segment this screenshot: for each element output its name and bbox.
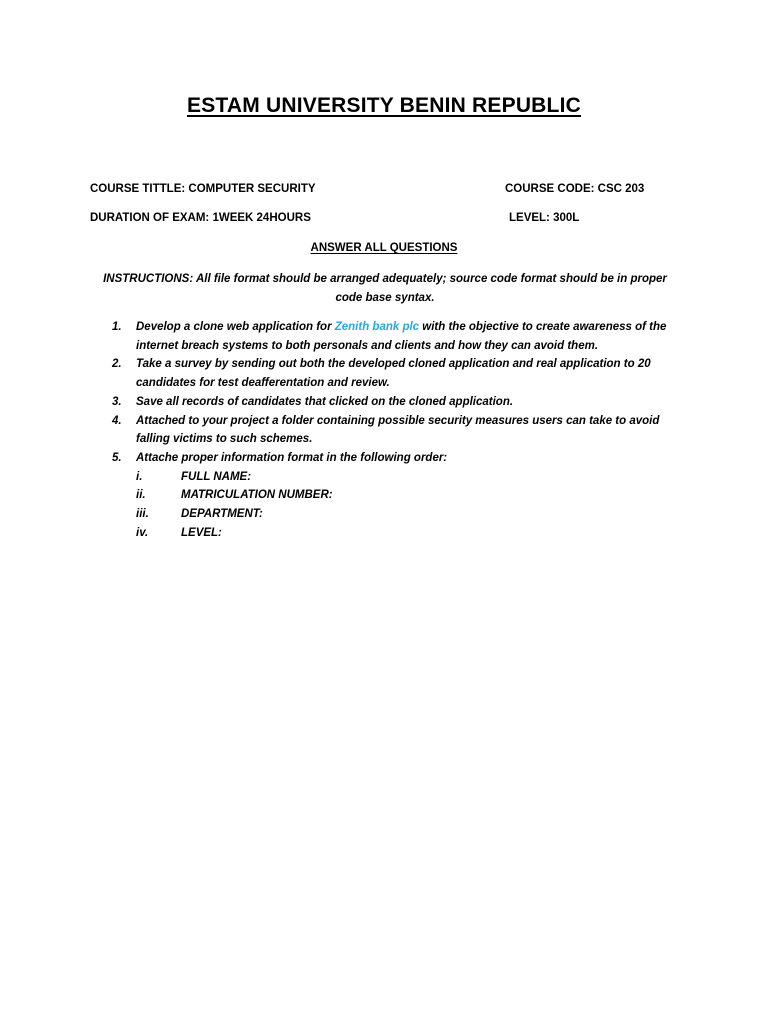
info-item-department	[136, 505, 688, 524]
info-item-label: LEVEL:	[181, 526, 222, 539]
question-list	[108, 318, 688, 542]
answer-all-heading	[0, 242, 768, 254]
question-text-part: with the objective to create awareness of the internet breach systems to both personals and clients and how they can avoid them.	[136, 321, 667, 352]
info-item-label: FULL NAME:	[181, 470, 252, 483]
question-number: 2.	[112, 358, 122, 371]
info-format-list	[136, 468, 688, 543]
info-item-label: DEPARTMENT:	[181, 508, 263, 521]
info-item-full-name	[136, 468, 688, 487]
question-item-4	[108, 412, 688, 449]
info-item-number: iv.	[136, 526, 149, 539]
university-title-text: ESTAM UNIVERSITY BENIN REPUBLIC	[187, 94, 581, 117]
question-number: 4.	[112, 414, 122, 427]
question-number: 1.	[112, 321, 122, 333]
question-text: Take a survey by sending out both the developed cloned application and real application to 20 candidates for test deafferentation and review.	[136, 358, 651, 390]
info-item-label: MATRICULATION NUMBER:	[181, 489, 333, 502]
question-number: 3.	[112, 395, 122, 408]
answer-all-text: ANSWER ALL QUESTIONS	[310, 242, 458, 254]
question-item-2	[108, 355, 688, 392]
question-number: 5.	[112, 451, 122, 464]
info-item-level	[136, 524, 688, 543]
course-code: COURSE CODE: CSC 203	[505, 183, 645, 195]
question-text: Attache proper information format in the following order:	[136, 451, 448, 464]
question-text-part: Develop a clone web application for	[136, 321, 335, 333]
question-item-5	[108, 449, 688, 543]
course-level: LEVEL: 300L	[509, 212, 580, 224]
university-title	[0, 94, 768, 118]
instructions-text: INSTRUCTIONS: All file format should be arranged adequately; source code format should be in proper code base syntax.	[103, 273, 667, 304]
info-item-matriculation-number	[136, 486, 688, 505]
zenith-bank-link[interactable]: Zenith bank plc	[334, 321, 420, 333]
question-text: Save all records of candidates that clicked on the cloned application.	[136, 395, 514, 408]
info-item-number: iii.	[136, 508, 149, 521]
question-item-1	[108, 318, 688, 355]
question-text: Attached to your project a folder containing possible security measures users can take to avoid falling victims to such schemes.	[136, 414, 660, 446]
info-item-number: i.	[136, 470, 143, 483]
course-title: COURSE TITTLE: COMPUTER SECURITY	[90, 183, 316, 195]
info-item-number: ii.	[136, 489, 146, 502]
question-item-3	[108, 393, 688, 412]
exam-duration: DURATION OF EXAM: 1WEEK 24HOURS	[90, 212, 311, 224]
